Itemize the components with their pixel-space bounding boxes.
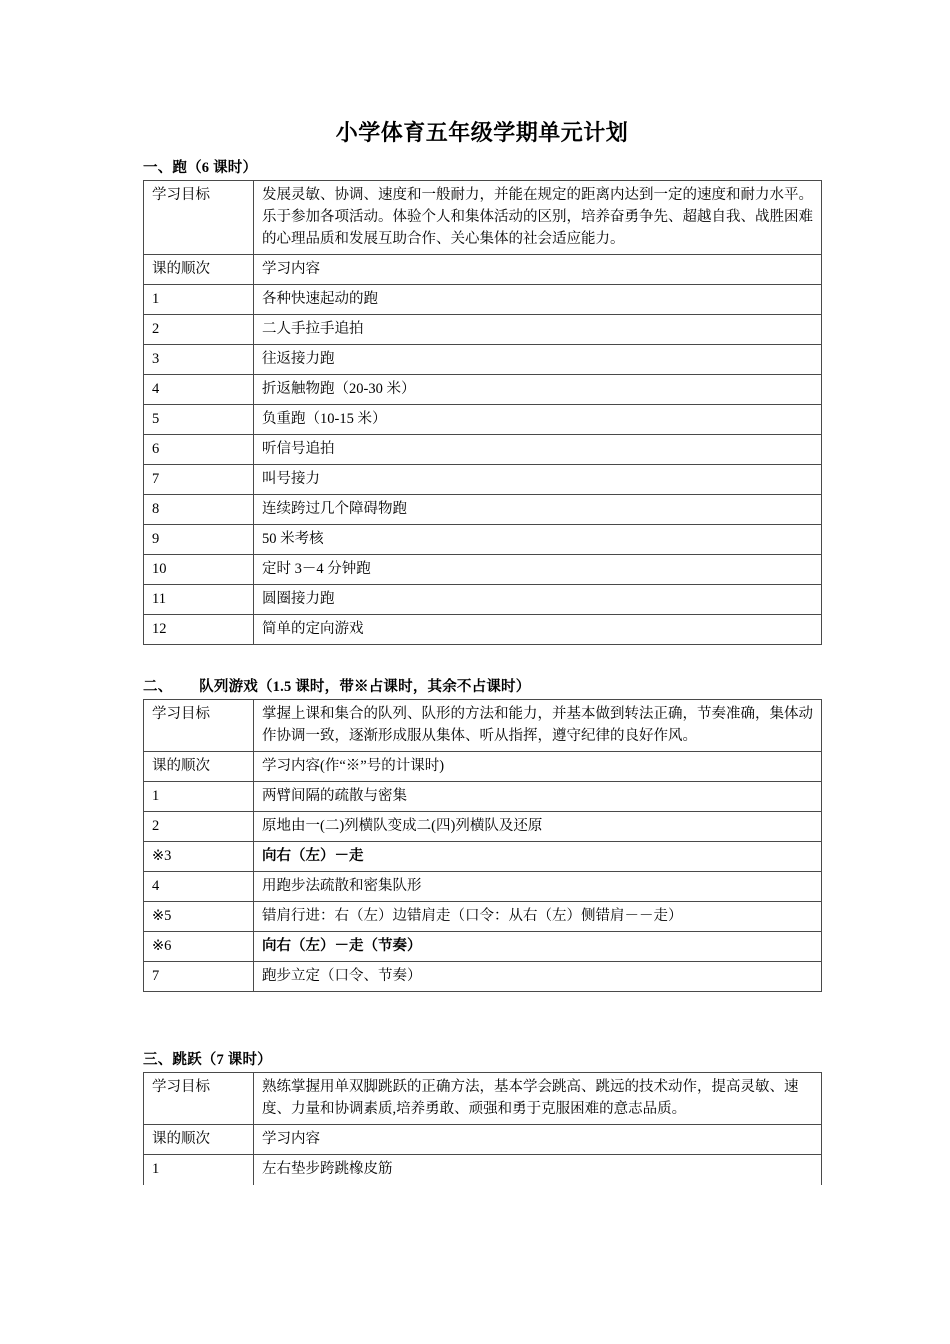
row-sequence: 4 (144, 872, 254, 902)
document-body (143, 118, 821, 1177)
table-row (144, 932, 822, 962)
table-row (144, 1155, 822, 1185)
row-content: 50 米考核 (254, 525, 822, 555)
row-sequence: 11 (144, 585, 254, 615)
sequence-header-cell: 课的顺次 (144, 752, 254, 782)
goal-text-cell: 发展灵敏、协调、速度和一般耐力，并能在规定的距离内达到一定的速度和耐力水平。乐于参加各项活动。体验个人和集体活动的区别，培养奋勇争先、超越自我、战胜困难的心理品质和发展互助合作、关心集体的社会适应能力。 (254, 181, 822, 255)
content-header-cell: 学习内容 (254, 255, 822, 285)
row-sequence: 10 (144, 555, 254, 585)
goal-label-cell: 学习目标 (144, 181, 254, 255)
row-content: 各种快速起动的跑 (254, 285, 822, 315)
section-heading-run: 一、跑（6 课时） (143, 160, 258, 176)
row-sequence: 1 (144, 782, 254, 812)
row-sequence: 2 (144, 812, 254, 842)
row-sequence: 6 (144, 435, 254, 465)
table-row-goal (144, 181, 822, 255)
row-sequence: 1 (144, 285, 254, 315)
row-content: 二人手拉手追拍 (254, 315, 822, 345)
row-content: 连续跨过几个障碍物跑 (254, 495, 822, 525)
row-sequence: ※6 (144, 932, 254, 962)
row-content: 错肩行进：右（左）边错肩走（口令：从右（左）侧错肩－－走） (254, 902, 822, 932)
table-row (144, 375, 822, 405)
row-sequence: 5 (144, 405, 254, 435)
section-spacer (143, 992, 821, 1050)
table-row (144, 315, 822, 345)
table-row (144, 902, 822, 932)
table-row-goal (144, 700, 822, 752)
page-title: 小学体育五年级学期单元计划 (335, 120, 629, 145)
row-content: 跑步立定（口令、节奏） (254, 962, 822, 992)
unit-table-run (143, 180, 822, 645)
goal-label-cell: 学习目标 (144, 700, 254, 752)
table-row (144, 782, 822, 812)
table-row (144, 345, 822, 375)
table-row-goal (144, 1073, 822, 1125)
goal-label-cell: 学习目标 (144, 1073, 254, 1125)
table-row-header (144, 1125, 822, 1155)
table-row (144, 495, 822, 525)
row-content: 向右（左）－走 (254, 842, 822, 872)
row-sequence: 12 (144, 615, 254, 645)
table-row (144, 962, 822, 992)
table-row (144, 405, 822, 435)
section-heading-jump: 三、跳跃（7 课时） (143, 1052, 272, 1068)
table-row (144, 465, 822, 495)
row-content: 简单的定向游戏 (254, 615, 822, 645)
table-row (144, 285, 822, 315)
goal-text-cell: 掌握上课和集合的队列、队形的方法和能力，并基本做到转法正确，节奏准确，集体动作协调一致，逐渐形成服从集体、听从指挥，遵守纪律的良好作风。 (254, 700, 822, 752)
unit-table-jump (143, 1072, 822, 1185)
row-sequence: 1 (144, 1155, 254, 1185)
row-content: 两臂间隔的疏散与密集 (254, 782, 822, 812)
row-content: 用跑步法疏散和密集队形 (254, 872, 822, 902)
clipped-table-viewport (143, 1072, 821, 1177)
row-sequence: 2 (144, 315, 254, 345)
content-header-cell: 学习内容 (254, 1125, 822, 1155)
row-content: 叫号接力 (254, 465, 822, 495)
goal-text-cell: 熟练掌握用单双脚跳跃的正确方法，基本学会跳高、跳远的技术动作，提高灵敏、速度、力量和协调素质,培养勇敢、顽强和勇于克服困难的意志品质。 (254, 1073, 822, 1125)
row-content: 负重跑（10-15 米） (254, 405, 822, 435)
row-sequence: 3 (144, 345, 254, 375)
row-content: 折返触物跑（20-30 米） (254, 375, 822, 405)
row-content: 听信号追拍 (254, 435, 822, 465)
content-header-cell: 学习内容(作“※”号的计课时) (254, 752, 822, 782)
table-row (144, 842, 822, 872)
row-content: 圆圈接力跑 (254, 585, 822, 615)
table-row (144, 555, 822, 585)
table-row-header (144, 255, 822, 285)
row-sequence: 7 (144, 962, 254, 992)
row-content: 原地由一(二)列横队变成二(四)列横队及还原 (254, 812, 822, 842)
section-heading-formation-games: 二、 队列游戏（1.5 课时，带※占课时，其余不占课时） (143, 679, 531, 695)
row-content: 定时 3－4 分钟跑 (254, 555, 822, 585)
row-content: 向右（左）－走（节奏） (254, 932, 822, 962)
table-row (144, 812, 822, 842)
table-row (144, 585, 822, 615)
section-spacer (143, 645, 821, 677)
row-sequence: 9 (144, 525, 254, 555)
row-content: 往返接力跑 (254, 345, 822, 375)
table-row (144, 435, 822, 465)
table-row (144, 872, 822, 902)
table-row (144, 615, 822, 645)
table-row-header (144, 752, 822, 782)
row-sequence: 4 (144, 375, 254, 405)
table-row (144, 525, 822, 555)
row-sequence: ※5 (144, 902, 254, 932)
row-sequence: ※3 (144, 842, 254, 872)
sequence-header-cell: 课的顺次 (144, 255, 254, 285)
sequence-header-cell: 课的顺次 (144, 1125, 254, 1155)
row-sequence: 7 (144, 465, 254, 495)
unit-table-formation-games (143, 699, 822, 992)
row-content: 左右垫步跨跳橡皮筋 (254, 1155, 822, 1185)
row-sequence: 8 (144, 495, 254, 525)
